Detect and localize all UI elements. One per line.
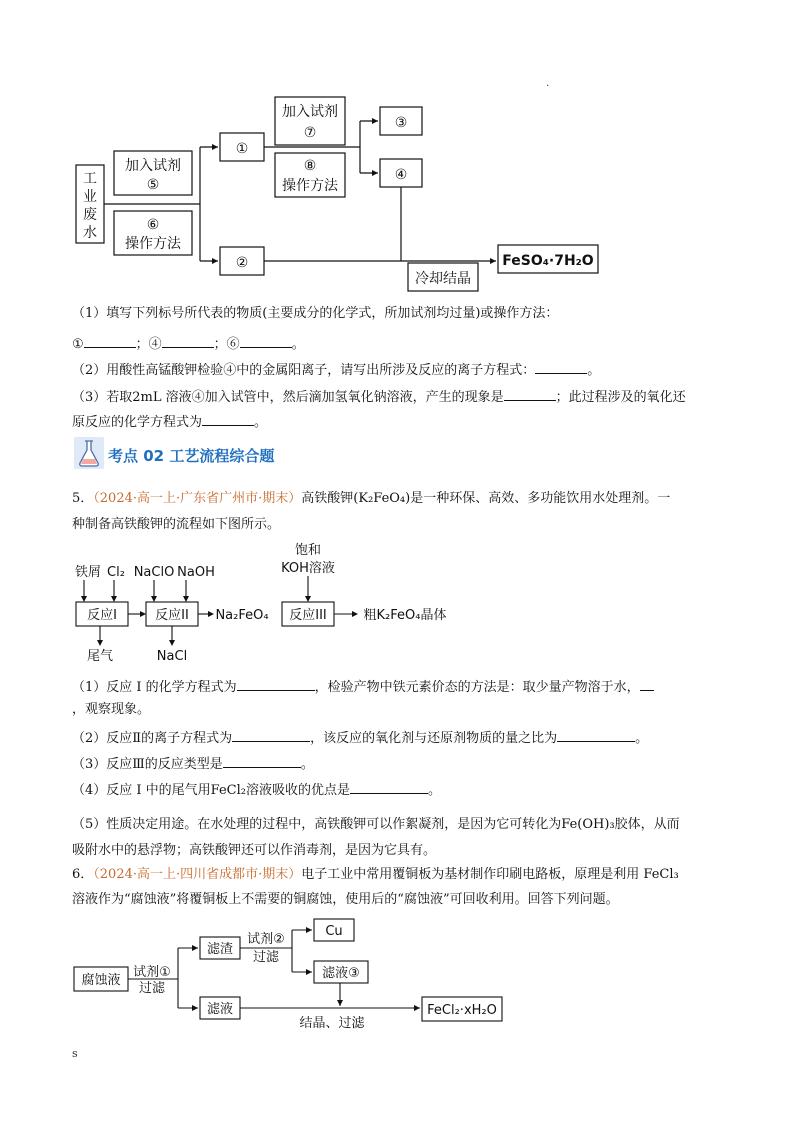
label-koh: KOH溶液 (281, 561, 335, 576)
stray-mark: . (546, 78, 550, 89)
label-lvye3: 滤液③ (322, 966, 360, 981)
blank-1[interactable] (84, 333, 136, 348)
label-cl2: Cl₂ (107, 565, 125, 580)
footer-mark: s (72, 1047, 78, 1060)
label-r3: 反应III (289, 608, 327, 623)
blank-5-1b[interactable] (640, 676, 654, 691)
label-naoh: NaOH (177, 565, 215, 580)
blank-phenomenon[interactable] (504, 386, 556, 401)
label-prod: FeCl₂·xH₂O (427, 1003, 497, 1018)
label-reag1b: 过滤 (138, 981, 166, 996)
node-2: ② (235, 255, 249, 271)
blank-redox-equation[interactable] (202, 411, 254, 426)
node-1: ① (235, 141, 249, 157)
q4-part3b: 原反应的化学方程式为 。 (72, 411, 267, 432)
q5-s5: （5）性质决定用途。在水处理的过程中，高铁酸钾可以作絮凝剂，是因为它可转化为Fe(OH)₃胶体，从而 (72, 817, 680, 832)
q5-intro2: 种制备高铁酸钾的流程如下图所示。 (72, 517, 281, 532)
label-sat: 饱和 (294, 543, 322, 558)
waste-char-3: 废 (83, 207, 97, 223)
label-lvye: 滤液 (206, 1002, 234, 1017)
reagent7-num: ⑦ (303, 125, 317, 141)
q4-part1: （1）填写下列标号所代表的物质(主要成分的化学式，所加试剂均过量)或操作方法： (72, 306, 559, 321)
label-tail: 尾气 (86, 649, 114, 664)
q5-intro: 5．（2024·高一上·广东省广州市·期末）高铁酸钾(K₂FeO₄)是一种环保、高效、多功能饮用水处理剂。一 (72, 491, 671, 506)
label-zhazha: 滤渣 (206, 942, 234, 957)
blank-5-2a[interactable] (232, 727, 310, 742)
q4-part2: （2）用酸性高锰酸钾检验④中的金属阳离子，请写出所涉及反应的离子方程式： 。 (72, 359, 600, 380)
q5-source: （2024·高一上·广东省广州市·期末） (93, 491, 302, 506)
reagent7-label: 加入试剂 (282, 104, 338, 120)
label-nacl: NaCl (156, 649, 188, 664)
flow-diagram-feso4 (70, 95, 610, 295)
label-jj: 结晶、过滤 (299, 1016, 365, 1031)
blank-5-4[interactable] (350, 779, 428, 794)
q5-s1c: ，观察现象。 (72, 702, 151, 717)
label-fushi: 腐蚀液 (81, 973, 121, 988)
q6-intro: 6．（2024·高一上·四川省成都市·期末）电子工业中常用覆铜板为基材制作印刷电路板，原理是利用 FeCl₃ (72, 867, 679, 882)
section-title: 考点 02 工艺流程综合题 (108, 447, 275, 465)
reagent5-num: ⑤ (146, 177, 160, 193)
product-label: FeSO₄·7H₂O (502, 253, 594, 269)
q5-s1: （1）反应 I 的化学方程式为 ，检验产物中铁元素价态的方法是：取少量产物溶于水， (72, 676, 654, 697)
label-r2: 反应II (155, 608, 189, 623)
flow-diagram-k2feo4 (70, 540, 490, 670)
q4-part1-blanks: ① ；④ ；⑥ 。 (72, 333, 305, 354)
label-naclo: NaClO (133, 565, 175, 580)
op8-label: 操作方法 (282, 178, 338, 194)
waste-char-2: 业 (83, 189, 97, 205)
waste-char-1: 工 (83, 171, 97, 187)
node-4: ④ (394, 167, 408, 183)
blank-6[interactable] (240, 333, 292, 348)
label-reag2b: 过滤 (252, 950, 280, 965)
blank-5-3[interactable] (223, 753, 301, 768)
q5-s3: （3）反应Ⅲ的反应类型是 。 (72, 753, 314, 774)
blank-5-2b[interactable] (557, 727, 635, 742)
q6-intro2: 溶液作为“腐蚀液”将覆铜板上不需要的铜腐蚀，使用后的“腐蚀液”可回收利用。回答下列问题。 (72, 892, 619, 907)
blank-5-1a[interactable] (237, 676, 315, 691)
op6-label: 操作方法 (125, 236, 181, 252)
blank-ion-equation[interactable] (535, 359, 587, 374)
blank-4[interactable] (162, 333, 214, 348)
q4-part3a: （3）若取2mL 溶液④加入试管中，然后滴加氢氧化钠溶液，产生的现象是 ；此过程涉及的氧化还 (72, 386, 686, 407)
label-crude: 粗K₂FeO₄晶体 (363, 608, 447, 623)
label-reag2a: 试剂② (247, 932, 285, 947)
label-r1: 反应I (87, 608, 117, 623)
label-cu: Cu (325, 924, 343, 939)
label-tiexie: 铁屑 (74, 565, 102, 580)
label-reag1a: 试剂① (133, 965, 171, 980)
waste-char-4: 水 (83, 225, 97, 241)
reagent5-label: 加入试剂 (125, 158, 181, 174)
flow-diagram-fecl2 (70, 915, 510, 1035)
cool-label: 冷却结晶 (415, 271, 471, 287)
q5-s5c: 吸附水中的悬浮物；高铁酸钾还可以作消毒剂，是因为它具有。 (72, 843, 437, 858)
flask-icon (74, 437, 104, 469)
label-na2feo4: Na₂FeO₄ (215, 608, 269, 623)
q5-s4: （4）反应 I 中的尾气用FeCl₂溶液吸收的优点是 。 (72, 779, 441, 800)
q5-s2: （2）反应Ⅱ的离子方程式为 ，该反应的氧化剂与还原剂物质的量之比为 。 (72, 727, 648, 748)
node-3: ③ (394, 115, 408, 131)
q6-source: （2024·高一上·四川省成都市·期末） (93, 867, 302, 882)
op8-num: ⑧ (303, 158, 317, 174)
op6-num: ⑥ (146, 217, 160, 233)
